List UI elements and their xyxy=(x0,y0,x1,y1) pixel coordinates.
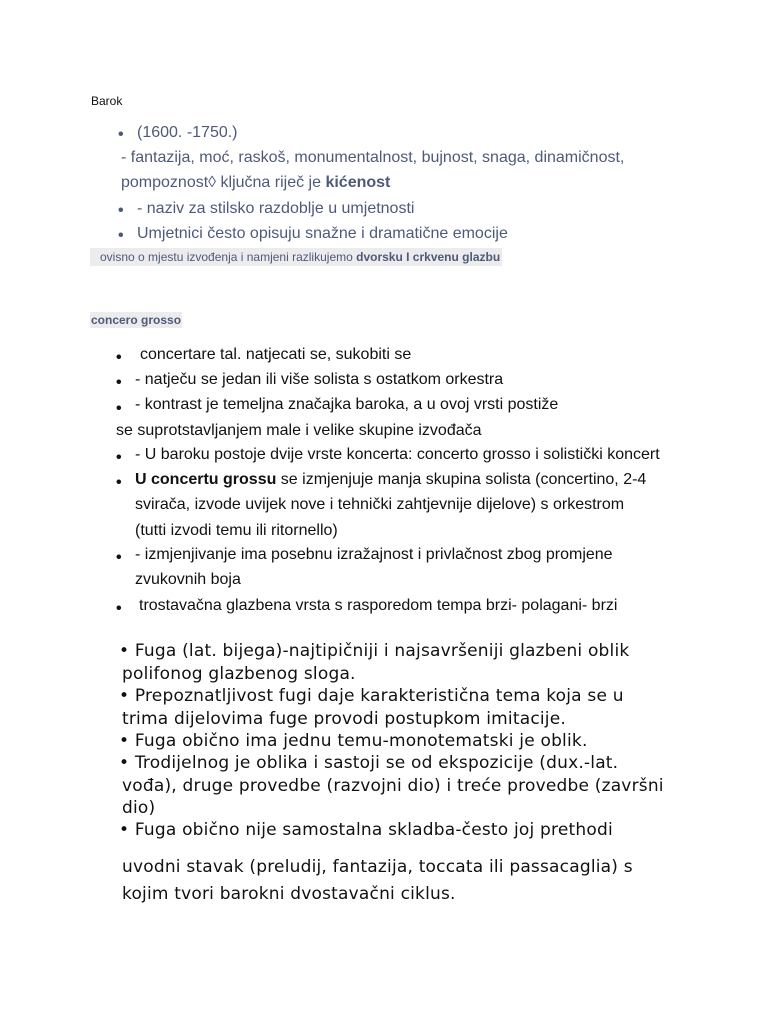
bullet-icon: • xyxy=(119,820,130,840)
fuga-item-5-text: Fuga obično nije samostalna skladba-često joj prethodi xyxy=(134,820,613,840)
bullet-icon: • xyxy=(119,641,130,661)
bullet-icon: • xyxy=(116,400,122,417)
fuga-item-1 xyxy=(119,641,629,661)
fuga-item-4 xyxy=(119,753,618,773)
fuga-item-2 xyxy=(119,686,624,706)
barok-highlight-text: ovisno o mjestu izvođenja i namjeni razlikujemo xyxy=(100,250,357,264)
barok-term: - naziv za stilsko razdoblje u umjetnosti xyxy=(137,200,415,217)
concerto-item-5-line-2: svirača, izvode uvijek nove i tehnički zahtjevnije dijelove) s orkestrom xyxy=(135,496,625,513)
bullet-icon: • xyxy=(116,600,122,617)
barok-dates: (1600. -1750.) xyxy=(137,124,238,141)
fuga-item-4-line-3: dio) xyxy=(122,798,156,818)
concerto-item-5-line-3: (tutti izvodi temu ili ritornello) xyxy=(135,522,338,539)
fuga-item-4-text: Trodijelnog je oblika i sastoji se od ekspozicije (dux.-lat. xyxy=(134,753,619,773)
concerto-heading: concero grosso xyxy=(91,313,182,327)
bullet-icon: • xyxy=(118,126,124,143)
concerto-item-5-bold: U concertu grossu xyxy=(135,471,277,488)
concerto-item-6-line-2: zvukovnih boja xyxy=(135,571,241,588)
concerto-item-6: - izmjenjivanje ima posebnu izražajnost i privlačnost zbog promjene xyxy=(135,546,613,563)
fuga-item-3 xyxy=(119,731,588,751)
concerto-item-5-text: se izmjenjuje manja skupina solista (concertino, 2-4 xyxy=(276,471,647,488)
concerto-item-3-continued: se suprotstavljanjem male i velike skupine izvođača xyxy=(116,422,482,439)
concerto-item-4: - U baroku postoje dvije vrste koncerta: concerto grosso i solistički koncert xyxy=(135,446,660,463)
bullet-icon: • xyxy=(118,227,124,244)
barok-keyword-text: pompoznost◊ ključna riječ je xyxy=(121,174,326,191)
fuga-item-1-line-2: polifonog glazbenog sloga. xyxy=(122,664,356,684)
bullet-icon: • xyxy=(116,349,122,366)
barok-heading: Barok xyxy=(91,94,123,108)
fuga-item-2-text: Prepoznatljivost fugi daje karakteristična tema koja se u xyxy=(134,686,624,706)
concerto-item-2: - natječu se jedan ili više solista s ostatkom orkestra xyxy=(135,371,504,388)
bullet-icon: • xyxy=(116,549,122,566)
barok-keyword: kićenost xyxy=(325,174,391,191)
barok-highlight-bold: dvorsku I crkvenu glazbu xyxy=(356,250,501,264)
concerto-item-5 xyxy=(135,471,646,489)
bullet-icon: • xyxy=(119,731,130,751)
fuga-paragraph-line-1: uvodni stavak (preludij, fantazija, toccata ili passacaglia) s xyxy=(122,857,633,877)
bullet-icon: • xyxy=(119,753,130,773)
barok-emotions: Umjetnici često opisuju snažne i dramatične emocije xyxy=(137,225,508,242)
bullet-icon: • xyxy=(119,686,130,706)
concerto-item-1: concertare tal. natjecati se, sukobiti se xyxy=(140,346,412,363)
fuga-item-1-text: Fuga (lat. bijega)-najtipičniji i najsavršeniji glazbeni oblik xyxy=(134,641,630,661)
fuga-item-4-line-2: vođa), druge provedbe (razvojni dio) i treće provedbe (završni xyxy=(122,776,664,796)
fuga-item-5 xyxy=(119,820,613,840)
bullet-icon: • xyxy=(116,374,122,391)
barok-traits: - fantazija, moć, raskoš, monumentalnost, bujnost, snaga, dinamičnost, xyxy=(121,149,625,166)
fuga-item-3-text: Fuga obično ima jednu temu-monotematski je oblik. xyxy=(134,731,588,751)
fuga-paragraph-line-2: kojim tvori barokni dvostavačni ciklus. xyxy=(122,884,456,904)
concerto-item-3: - kontrast je temeljna značajka baroka, a u ovoj vrsti postiže xyxy=(135,396,559,413)
bullet-icon: • xyxy=(116,449,122,466)
fuga-item-2-line-2: trima dijelovima fuge provodi postupkom imitacije. xyxy=(122,709,566,729)
barok-keyword-line xyxy=(121,174,390,192)
bullet-icon: • xyxy=(116,474,122,491)
barok-highlight-line xyxy=(90,248,502,266)
bullet-icon: • xyxy=(118,202,124,219)
concerto-item-7: trostavačna glazbena vrsta s rasporedom tempa brzi- polagani- brzi xyxy=(139,597,618,614)
